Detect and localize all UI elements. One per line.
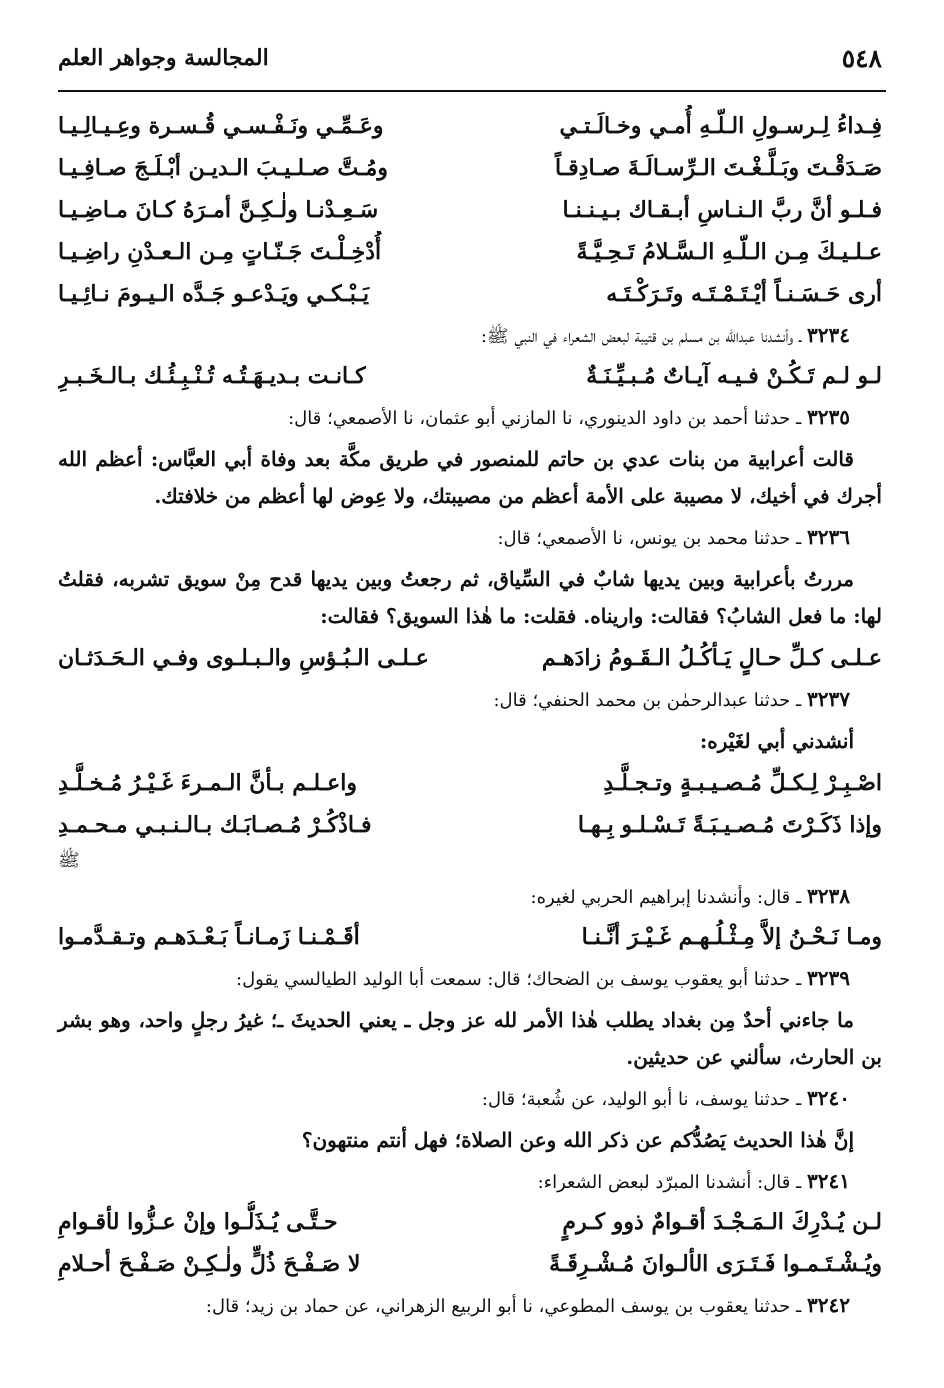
verse-line <box>58 231 882 273</box>
narration-number: ٣٢٣٥ <box>807 405 850 429</box>
book-title: المجالسة وجواهر العلم <box>58 45 269 71</box>
second-hemistich: فـاذْكُـرْ مُـصـابَـك بـالـنـبـي مـحـمـدِ <box>58 812 372 838</box>
narration-3240-text: إنَّ هٰذا الحديث يَصُدُّكم عن ذكر الله وعن الصلاة؛ فهل أنتم منتهون؟ <box>301 1128 854 1152</box>
first-hemistich: ويُـشْـتَـمـوا فَـتَـرَى الألـوانَ مُـشْـرِقَـةً <box>549 1251 882 1277</box>
second-hemistich: سَـعِـدْنـا ولٰـكِـنَّ أمـرَهُ كـانَ مـاضِـيـا <box>58 197 379 223</box>
verse-line <box>58 189 882 231</box>
page-number: ٥٤٨ <box>841 43 882 73</box>
second-hemistich: أُدْخِـلْـتَ جَـنّـاتٍ مِـن الـعـدْنِ راضِـيـا <box>58 239 382 265</box>
first-hemistich: صَـدَقْـتَ وبَـلَّـغْـتَ الـرِّسـالَـةَ صـادِقـاً <box>554 155 882 181</box>
verse-line <box>58 762 882 804</box>
narration-3236-text: مررتُ بأعرابية وبين يديها شابٌ في السِّياق، ثم رجعتُ وبين يديها قدح مِنْ سويق تشربه، فقلتُ لها: ما فعل الشابُ؟ فقالت: واريناه. فقلت: ما هٰذا السويق؟ فقالت: <box>58 567 882 628</box>
narration-3240-isnad <box>58 1078 882 1118</box>
narration-number: ٣٢٤٢ <box>807 1293 850 1317</box>
first-hemistich: فـلـو أنَّ ربَّ الـنـاسِ أبـقـاك بـيـنـنـا <box>562 197 882 223</box>
page-header <box>58 38 882 78</box>
verse-line <box>58 916 882 958</box>
narration-3241-isnad <box>58 1161 882 1201</box>
verse-line <box>58 105 882 147</box>
isnad-text: ـ قال: أنشدنا المبرّد لبعض الشعراء: <box>537 1172 802 1193</box>
second-hemistich: عـلـى الـبُـؤسِ والـبـلـوى وفـي الـحَـدَثـان <box>58 645 429 671</box>
first-hemistich: عـلـى كـلِّ حـالٍ يَـأكُـلُ الـقَـومُ زادَهـم <box>541 645 882 671</box>
verse-line <box>58 147 882 189</box>
isnad-text: ـ حدثنا عبدالرحمٰن بن محمد الحنفي؛ قال: <box>493 690 802 711</box>
second-hemistich: أقَـمْـنـا زَمـانـاً بَـعْـدَهـم وتـقـدَّمـوا <box>58 924 360 950</box>
second-hemistich: يَـبْـكـي ويَـدْعـو جَـدَّه الـيـومَ نـائِـيـا <box>58 281 369 307</box>
second-hemistich: لا صَـفْـحَ ذُلٍّ ولٰـكِـنْ صَـفْـحَ أحـلامِ <box>58 1251 361 1277</box>
verse-line <box>58 1201 882 1243</box>
narration-number: ٣٢٤٠ <box>807 1086 850 1110</box>
narration-number: ٣٢٣٧ <box>807 687 850 711</box>
isnad-text: ـ حدثنا أحمد بن داود الدينوري، نا المازني أبو عثمان، نا الأصمعي؛ قال: <box>288 408 802 429</box>
isnad-text: ـ حدثنا أبو يعقوب يوسف بن الضحاك؛ قال: سمعت أبا الوليد الطيالسي يقول: <box>236 969 802 990</box>
narration-3237-isnad <box>58 679 882 719</box>
narration-3237-text: أنشدني أبي لغَيْره: <box>699 729 854 753</box>
narration-number: ٣٢٣٩ <box>807 966 850 990</box>
page-body <box>58 105 882 1325</box>
first-hemistich: ومـا نَـحْـنُ إلاَّ مِـثْـلُـهـم غَـيْـرَ أنَّـنـا <box>581 924 882 950</box>
isnad-text: ـ حدثنا يعقوب بن يوسف المطوعي، نا أبو الربيع الزهراني، عن حماد بن زيد؛ قال: <box>205 1296 802 1317</box>
verse-line <box>58 273 882 315</box>
narration-number: ٣٢٤١ <box>807 1169 850 1193</box>
verse-line <box>58 804 882 846</box>
narration-3238-isnad <box>58 876 882 916</box>
narration-3235-text: قالت أعرابية من بنات عدي بن حاتم للمنصور في طريق مكَّة بعد وفاة أبي العبَّاس: أعظم الله أجرك في أخيك، لا مصيبة على الأمة أعظم من مصيبتك، ولا عِوض لها أعظم من خلافتك. <box>58 447 882 508</box>
narration-3235-isnad <box>58 397 882 437</box>
first-hemistich: اصْـبِـرْ لِـكـلِّ مُـصـيـبـةٍ وتـجـلَّـدِ <box>603 770 882 796</box>
sallallah-symbol: ﷺ <box>58 850 80 871</box>
narration-number: ٣٢٣٤ <box>807 323 850 347</box>
narration-3236-isnad <box>58 517 882 557</box>
first-hemistich: فِـداءُ لِـرسـولِ الـلّـهِ أُمـي وخـالَـتـي <box>559 113 882 139</box>
narration-number: ٣٢٣٨ <box>807 884 850 908</box>
narration-3242-isnad <box>58 1285 882 1325</box>
narration-3234-isnad <box>58 315 882 355</box>
narration-3239-isnad <box>58 958 882 998</box>
second-hemistich: واعـلـم بـأنَّ الـمـرءَ غَـيْـرُ مُـخـلَّـدِ <box>58 770 357 796</box>
verse-line <box>58 1243 882 1285</box>
header-divider <box>58 90 886 92</box>
isnad-text: ـ حدثنا محمد بن يونس، نا الأصمعي؛ قال: <box>497 528 802 549</box>
second-hemistich: كـانـت بـديـهَـتُـه تُـنْـبِـئُـك بـالـخَـبـرِ <box>58 363 366 389</box>
second-hemistich: وعَـمِّـي ونَـفْـسـي قُـسـرة وعِـيـالِـيـا <box>58 113 384 139</box>
sallallah-glyph <box>58 846 882 876</box>
first-hemistich: أرى حَـسَـنـاً أيْـتَـمْـتَـه وتَـرَكْـتَـه <box>606 281 882 307</box>
first-hemistich: لـن يُـدْرِكَ الـمَـجْـدَ أقـوامٌ ذوو كـرمٍ <box>562 1209 882 1235</box>
second-hemistich: ومُـتَّ صـلـيـبَ الـديـن أبْـلَـجَ صـافِـيـا <box>58 155 388 181</box>
first-hemistich: لـو لـم تَـكُـنْ فـيـه آيـاتٌ مُـبـيِّـنَـةٌ <box>586 363 882 389</box>
isnad-text: ـ وأنشدنا عبدالله بن مسلم بن قتيبة لبعض الشعراء في النبي ﷺ: <box>480 326 802 347</box>
isnad-text: ـ حدثنا يوسف، نا أبو الوليد، عن شُعبة؛ قال: <box>481 1089 802 1110</box>
second-hemistich: حـتَّـى يُـذَلُّـوا وإنْ عـزُّوا لأقـوامِ <box>58 1209 338 1235</box>
narration-number: ٣٢٣٦ <box>807 525 850 549</box>
first-hemistich: وإذا ذَكَـرْتَ مُـصـيـبَـةً تَـسْـلـو بِـهـا <box>577 812 882 838</box>
isnad-text: ـ قال: وأنشدنا إبراهيم الحربي لغيره: <box>530 887 802 908</box>
first-hemistich: عـلـيـكَ مِـن الـلّـهِ الـسَّـلامُ تَـحِـيَّـةً <box>576 239 882 265</box>
verse-line <box>58 637 882 679</box>
narration-3239-text: ما جاءني أحدٌ مِن بغداد يطلب هٰذا الأمر لله عز وجل ـ يعني الحديثَ ـ؛ غيرُ رجلٍ واحد، وهو بشر بن الحارث، سألني عن حديثين. <box>58 1008 882 1069</box>
verse-line <box>58 355 882 397</box>
